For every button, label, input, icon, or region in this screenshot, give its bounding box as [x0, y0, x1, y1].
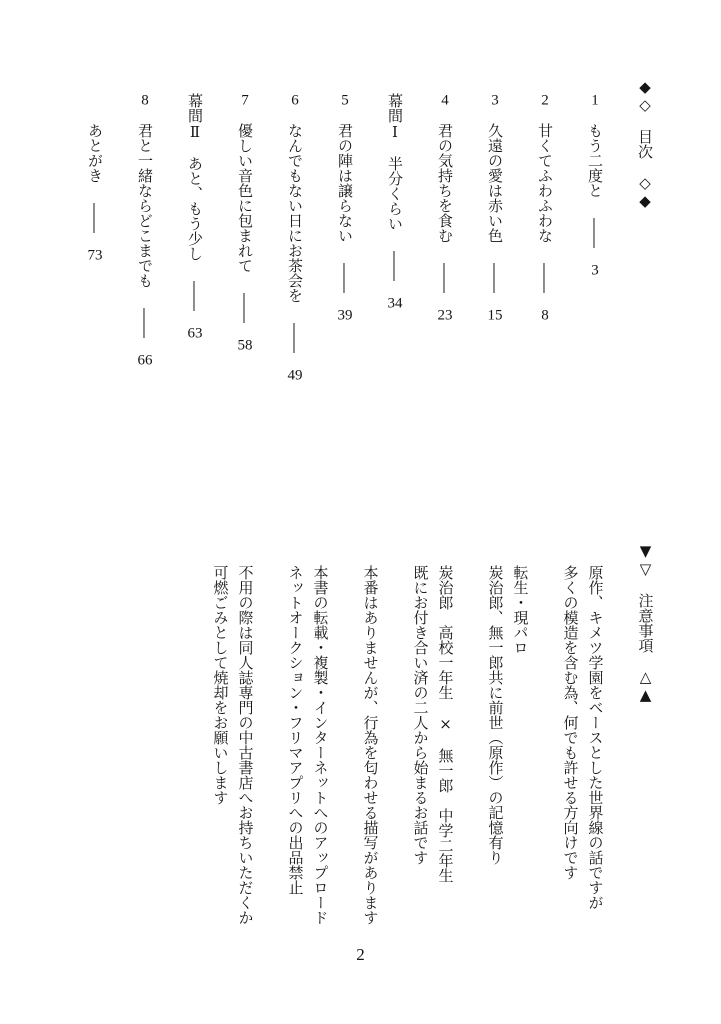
chapter-number: 7	[241, 93, 249, 108]
page-ref: 73	[87, 248, 103, 263]
page-ref: 8	[541, 308, 549, 323]
note-line: 本番はありませんが、行為を匂わせる描写があります	[361, 565, 380, 925]
note-group	[208, 542, 258, 932]
toc-entry-interlude	[370, 78, 420, 418]
leader-dash: ――	[236, 293, 254, 323]
page-ref: 63	[187, 326, 203, 341]
page-number: 2	[356, 945, 365, 964]
chapter-title: 久遠の愛は赤い色	[486, 123, 504, 243]
note-line: 炭治郎 高校一年生 × 無一郎 中学二年生	[436, 565, 455, 883]
leader-dash: ――	[136, 308, 154, 338]
leader-dash: ――	[586, 218, 604, 248]
leader-dash: ――	[86, 203, 104, 233]
notes-section	[208, 542, 658, 932]
page-ref: 58	[237, 338, 253, 353]
chapter-title: 君の気持ちを食む	[436, 123, 454, 243]
leader-dash: ――	[186, 281, 204, 311]
chapter-title: なんでもない日にお茶会を	[286, 123, 304, 303]
interlude-number: 幕間Ⅱ	[186, 93, 204, 141]
page-ref: 15	[487, 308, 503, 323]
toc-entry-interlude	[170, 78, 220, 418]
chapter-number: 8	[141, 93, 149, 108]
chapter-number: 6	[291, 93, 299, 108]
toc-entry-afterword	[70, 78, 120, 418]
leader-dash: ――	[286, 323, 304, 353]
page-ref: 66	[137, 353, 153, 368]
leader-dash: ――	[436, 263, 454, 293]
page-ref: 23	[437, 308, 453, 323]
note-line: ネットオークション・フリマアプリへの出品禁止	[286, 565, 305, 895]
toc-entry	[570, 78, 620, 418]
chapter-title: 半分くらい	[386, 156, 404, 231]
note-group	[358, 542, 383, 932]
interlude-number: 幕間Ⅰ	[386, 93, 404, 141]
note-group	[283, 542, 333, 932]
note-group	[558, 542, 608, 932]
page-ref: 49	[287, 368, 303, 383]
page-ref: 34	[387, 296, 403, 311]
chapter-number: 5	[341, 93, 349, 108]
notes-heading: ▼▽ 注意事項 △▲	[636, 542, 655, 704]
note-line: 可燃ごみとして焼却をお願いします	[211, 565, 230, 805]
note-line: 原作、キメツ学園をベースとした世界線の話ですが	[586, 565, 605, 910]
chapter-number: 2	[541, 93, 549, 108]
toc-entry	[220, 78, 270, 418]
note-line: 不用の際は同人誌専門の中古書店へお持ちいただくか	[236, 565, 255, 925]
chapter-number: 3	[491, 93, 499, 108]
note-line: 本書の転載・複製・インターネットへのアップロード	[311, 565, 330, 925]
toc-entry	[520, 78, 570, 418]
chapter-number: 1	[591, 93, 599, 108]
note-line: 既にお付き合い済の二人から始まるお話です	[411, 565, 430, 865]
chapter-title: あとがき	[86, 123, 104, 183]
chapter-title: もう二度と	[586, 123, 604, 198]
note-line: 炭治郎、無一郎共に前世（原作）の記憶有り	[486, 565, 505, 865]
leader-dash: ――	[336, 263, 354, 293]
chapter-number: 4	[441, 93, 449, 108]
note-group	[408, 542, 458, 932]
leader-dash: ――	[386, 251, 404, 281]
toc-entry	[270, 78, 320, 418]
leader-dash: ――	[486, 263, 504, 293]
note-line: 転生・現パロ	[511, 565, 530, 655]
chapter-title: 優しい音色に包まれて	[236, 123, 254, 273]
toc-entry	[320, 78, 370, 418]
toc-heading: ◆◇ 目次 ◇◆	[636, 78, 654, 210]
leader-dash: ――	[536, 263, 554, 293]
chapter-title: 甘くてふわふわな	[536, 123, 554, 243]
chapter-title: 君の陣は譲らない	[336, 123, 354, 243]
toc-entry	[120, 78, 170, 418]
page-ref: 39	[337, 308, 353, 323]
note-group	[483, 542, 533, 932]
note-line: 多くの模造を含む為、何でも許せる方向けです	[561, 565, 580, 880]
chapter-title: 君と一緒ならどこまでも	[136, 123, 154, 288]
page-ref: 3	[591, 263, 599, 278]
toc-entry	[420, 78, 470, 418]
toc-entry	[470, 78, 520, 418]
table-of-contents	[70, 78, 670, 418]
chapter-title: あと、もう少し	[186, 156, 204, 261]
